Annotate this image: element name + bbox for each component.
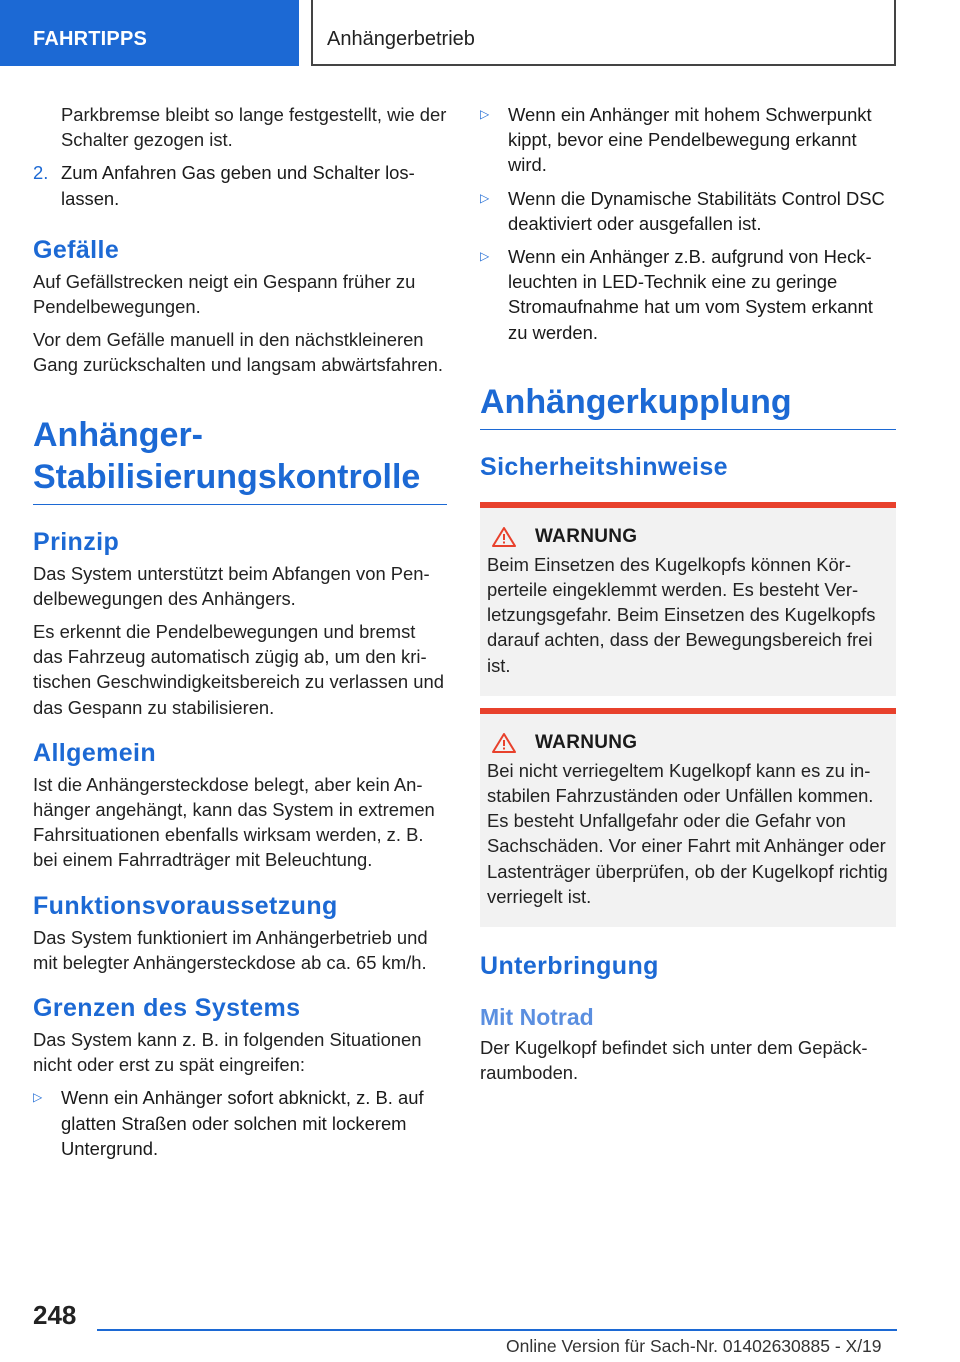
warning-header xyxy=(487,732,888,754)
warning-label: WARNUNG xyxy=(535,525,638,547)
paragraph: Es erkennt die Pendelbewegungen und bremst das Fahrzeug automatisch zügig ab, um den kritischen Geschwindigkeitsbereich zu verlassen und das Gespann zu stabilisieren. xyxy=(33,621,444,718)
paragraph: Ist die Anhängersteckdose belegt, aber kein Anhänger angehängt, kann das System in extremen Fahrsituationen ebenfalls wirksam werden, z. B. bei einem Fahrradträger mit Beleuchtung. xyxy=(33,773,435,871)
chapter-tab xyxy=(311,0,896,66)
section-heading-anhaengerkupplung: Anhängerkupplung xyxy=(480,381,896,430)
page-number: 248 xyxy=(33,1300,77,1330)
warning-text: Bei nicht verriegeltem Kugelkopf kann es zu instabilen Fahrzuständen oder Unfällen kommen. Es besteht Unfallgefahr oder die Gefahr von Sachschäden. Vor einer Fahrt mit Anhänger oder Lastenträger überprüfen, ob der Kugelkopf richtig verriegelt ist. xyxy=(487,759,888,907)
paragraph: Das System kann z. B. in folgenden Situationen nicht oder erst zu spät eingreifen: xyxy=(33,1029,422,1076)
warning-header xyxy=(487,526,888,548)
heading-unterbringung: Unterbringung xyxy=(480,952,659,981)
list-item xyxy=(480,244,896,345)
continued-text: Parkbremse bleibt so lange festgestellt, wie der Schalter gezogen ist. xyxy=(61,104,447,151)
step-2 xyxy=(33,160,447,210)
triangle-bullet-icon: ▷ xyxy=(33,1090,43,1105)
heading-prinzip: Prinzip xyxy=(33,527,120,556)
section-heading-stabilisierung xyxy=(33,414,447,505)
triangle-bullet-icon: ▷ xyxy=(480,190,490,205)
section-heading-line1: Anhänger- xyxy=(33,415,203,454)
warning-text: Beim Einsetzen des Kugelkopfs können Körperteile eingeklemmt werden. Es besteht Verletzungsgefahr. Beim Einsetzen des Kugelkopfs darauf achten, dass der Bewegungsbereich frei ist. xyxy=(487,553,876,676)
step-text: Zum Anfahren Gas geben und Schalter loslassen. xyxy=(61,162,415,209)
heading-grenzen: Grenzen des Systems xyxy=(33,994,301,1023)
heading-mit-notrad: Mit Notrad xyxy=(480,1004,594,1031)
chapter-title: Anhängerbetrieb xyxy=(327,28,475,50)
paragraph: Das System unterstützt beim Abfangen von Pendelbewegungen des Anhängers. xyxy=(33,562,430,609)
section-heading-line2: Stabilisierungskontrolle xyxy=(33,457,421,496)
heading-allgemein: Allgemein xyxy=(33,738,157,767)
step-number: 2. xyxy=(33,162,49,184)
paragraph: Auf Gefällstrecken neigt ein Gespann früher zu Pendelbewegungen. xyxy=(33,270,416,318)
section-title: FAHRTIPPS xyxy=(33,28,148,50)
paragraph: Vor dem Gefälle manuell in den nächstkleineren Gang zurückschalten und langsam abwärtsfahren. xyxy=(33,329,443,376)
list-item-text: Wenn ein Anhänger sofort abknickt, z. B. auf glatten Straßen oder solchen mit lockerem Untergrund. xyxy=(61,1087,424,1159)
warning-box xyxy=(480,708,896,927)
list-item-text: Wenn ein Anhänger mit hohem Schwerpunkt kippt, bevor eine Pendelbewegung erkannt wird. xyxy=(508,104,872,176)
list-item xyxy=(33,1085,447,1161)
right-column xyxy=(480,102,896,1093)
left-column xyxy=(33,102,447,1169)
warning-triangle-icon xyxy=(491,526,517,548)
list-item-text: Wenn die Dynamische Stabilitäts Control DSC deaktiviert oder ausgefallen ist. xyxy=(508,187,885,234)
heading-funktionsvoraussetzung: Funktionsvoraussetzung xyxy=(33,891,338,920)
footer-rule xyxy=(97,1329,897,1331)
paragraph: Der Kugelkopf befindet sich unter dem Gepäckraumboden. xyxy=(480,1037,868,1084)
triangle-bullet-icon: ▷ xyxy=(480,107,490,121)
footer-online-version: Online Version für Sach-Nr. 01402630885 - X/19 xyxy=(506,1336,882,1356)
list-item xyxy=(480,102,896,178)
heading-gefaelle: Gefälle xyxy=(33,235,120,264)
triangle-bullet-icon: ▷ xyxy=(480,249,490,264)
paragraph: Das System funktioniert im Anhängerbetrieb und mit belegter Anhängersteckdose ab ca. 65 km/h. xyxy=(33,926,428,973)
list-item xyxy=(480,186,896,236)
heading-sicherheitshinweise: Sicherheitshinweise xyxy=(480,452,728,481)
warning-box xyxy=(480,502,896,696)
warning-triangle-icon xyxy=(491,732,517,754)
warning-label: WARNUNG xyxy=(535,731,638,753)
list-item-text: Wenn ein Anhänger z.B. aufgrund von Heckleuchten in LED-Technik eine zu geringe Stromaufnahme hat um vom System erkannt zu werden. xyxy=(508,246,873,343)
section-tab xyxy=(0,0,299,66)
